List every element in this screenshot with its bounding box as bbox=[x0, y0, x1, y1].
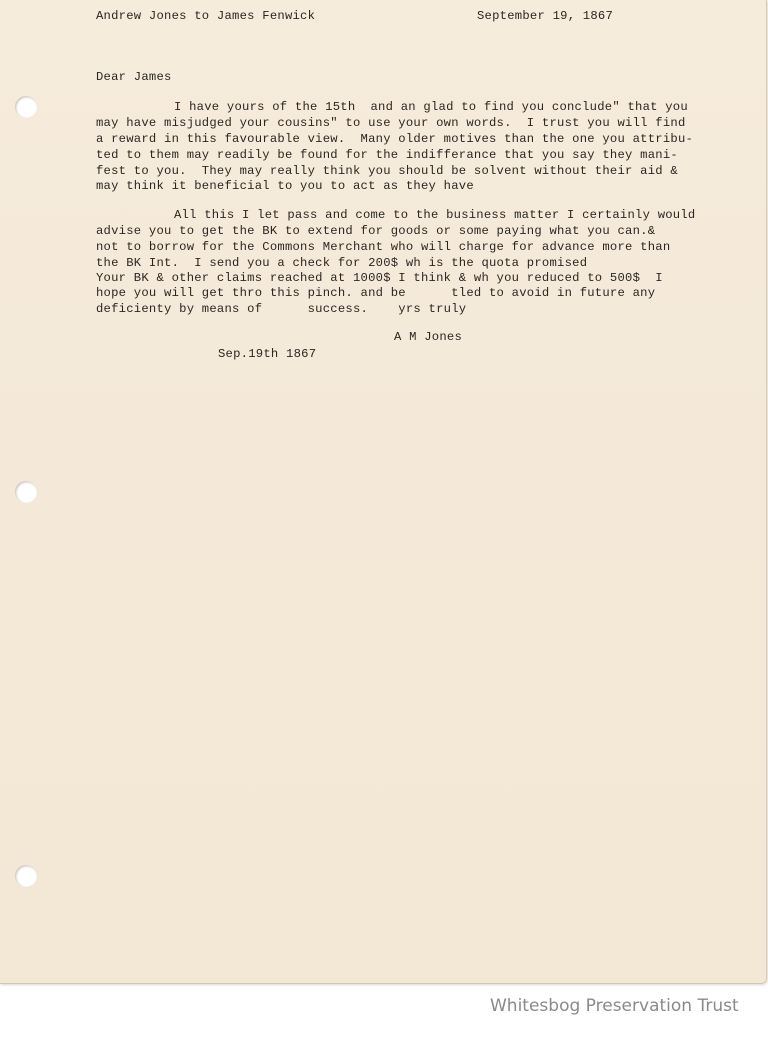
paragraph2-line: Your BK & other claims reached at 1000$ I think & wh you reduced to 500$ I bbox=[96, 271, 663, 285]
header-date: September 19, 1867 bbox=[477, 9, 614, 23]
paragraph2-line: deficienty by means of success. yrs truly bbox=[96, 302, 467, 316]
binder-hole-middle bbox=[15, 481, 37, 503]
signature: A M Jones bbox=[394, 330, 463, 344]
paragraph1-line: may have misjudged your cousins" to use your own words. I trust you will find bbox=[96, 116, 686, 130]
paragraph1-line: fest to you. They may really think you should be solvent without their aid & bbox=[96, 164, 678, 178]
paragraph1-line: a reward in this favourable view. Many older motives than the one you attribu- bbox=[96, 132, 694, 146]
salutation: Dear James bbox=[96, 70, 172, 84]
closing-date: Sep.19th 1867 bbox=[218, 347, 317, 361]
paragraph1-line: ted to them may readily be found for the indifferance that you say they mani- bbox=[96, 148, 678, 162]
binder-hole-top bbox=[15, 96, 37, 118]
watermark: Whitesbog Preservation Trust bbox=[490, 996, 739, 1016]
header-correspondents: Andrew Jones to James Fenwick bbox=[96, 9, 316, 23]
paragraph2-line: not to borrow for the Commons Merchant who will charge for advance more than bbox=[96, 240, 671, 254]
paragraph2-line: All this I let pass and come to the business matter I certainly would bbox=[174, 208, 696, 222]
paragraph1-line: I have yours of the 15th and an glad to find you conclude" that you bbox=[174, 100, 688, 114]
paragraph1-line: may think it beneficial to you to act as they have bbox=[96, 179, 474, 193]
binder-hole-bottom bbox=[15, 865, 37, 887]
paragraph2-line: advise you to get the BK to extend for goods or some paying what you can.& bbox=[96, 224, 656, 238]
paragraph2-line: hope you will get thro this pinch. and be tled to avoid in future any bbox=[96, 286, 656, 300]
paragraph2-line: the BK Int. I send you a check for 200$ wh is the quota promised bbox=[96, 256, 588, 270]
